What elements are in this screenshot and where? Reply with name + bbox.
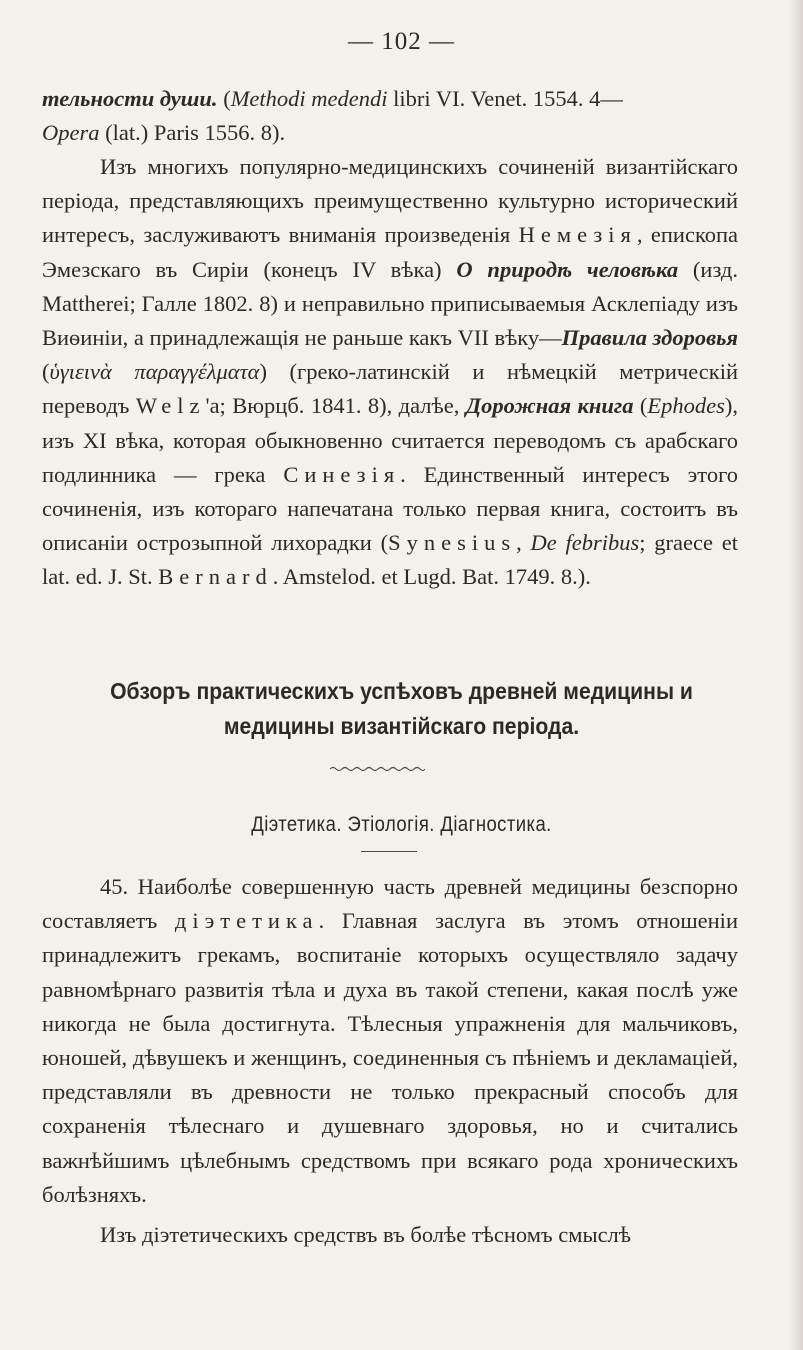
decorative-wave-rule	[330, 764, 425, 774]
author-name-spaced: Bernard	[158, 564, 273, 590]
text-fragment: ,	[516, 530, 531, 556]
italic-fragment: тельности души.	[42, 86, 218, 111]
book-title: Правила здоровья	[561, 325, 738, 351]
text-fragment: . Amstelod. et Lugd. Bat. 1749. 8.).	[272, 564, 591, 590]
paragraph-text	[42, 870, 738, 1212]
text-fragment: . Главная заслуга въ этомъ отношеніи принадлежитъ грекамъ, воспитаніе которыхъ осуществляло задачу равномѣрнаго развитія тѣла и духа въ такой степени, какая послѣ уже никогда не была достигнута. Тѣлесныя упражненія для мальчиковъ, юношей, дѣвушекъ и женщинъ, соединенныя съ пѣніемъ и декламаціей, представляли въ древности не только прекрасный способъ для сохраненія тѣлеснаго и душевнаго здоровья, но и считались важнѣйшимъ цѣлебнымъ средствомъ при всякаго рода хроническихъ болѣзняхъ.	[42, 908, 738, 1207]
text-fragment: 45. Наиболѣе совершенную часть древней медицины безспорно составляетъ	[42, 874, 738, 934]
term-spaced: діэтетика	[174, 908, 319, 934]
section-title	[69, 674, 734, 744]
book-title-latin: Methodi medendi	[230, 86, 388, 111]
book-title-latin: De febribus	[530, 530, 640, 556]
text-fragment: ), изъ XI вѣка, которая обыкновенно считается переводомъ съ арабскаго подлинника — грека	[42, 393, 739, 487]
paragraph-text	[42, 150, 738, 595]
book-title-latin: Ephodes	[647, 393, 725, 419]
author-name-spaced: Синезія	[283, 461, 401, 487]
paragraph-continuation	[42, 82, 738, 150]
text-fragment: 'а; Вюрцб. 1841. 8), далѣе,	[205, 393, 466, 419]
text-fragment: (изд. Mattherei; Галле 1802. 8) и неправильно приписываемыя Асклепіаду изъ Виѳиніи, а принадлежащія не раньше какъ VII вѣку—	[42, 256, 738, 351]
author-name-spaced: Немезія	[518, 222, 637, 248]
divider	[361, 851, 417, 852]
author-name-spaced: Synesius	[388, 530, 517, 556]
greek-title: ὑγιεινὰ παραγγέλματα	[49, 359, 260, 385]
paragraph-text: Изъ діэтетическихъ средствъ въ болѣе тѣсномъ смыслѣ	[100, 1222, 632, 1247]
author-name-spaced: Welz	[135, 393, 206, 419]
text-fragment: (	[217, 86, 231, 111]
paragraph-45-dietetics	[42, 870, 738, 1212]
page-edge-shadow	[789, 0, 803, 1350]
book-title: Дорожная книга	[465, 393, 634, 419]
book-title: О природѣ человѣка	[456, 256, 679, 282]
text-fragment: Изъ многихъ популярно-медицинскихъ сочиненій византійскаго періода, представляющихъ преимущественно культурно исторический интересъ, заслуживаютъ вниманія произведенія	[42, 154, 738, 248]
book-title-latin: Opera	[42, 120, 100, 146]
text-fragment: , епископа Эмезскаго въ Сиріи (конецъ IV вѣка)	[42, 222, 739, 282]
text-fragment: ; graece et lat. ed. J. St.	[42, 530, 738, 590]
paragraph-byzantine-works	[42, 150, 738, 595]
text-fragment: (lat.) Paris 1556. 8).	[99, 120, 286, 146]
text-fragment: libri VI. Venet. 1554. 4—	[387, 86, 623, 111]
text-fragment: ) (греко-латинскій и нѣмецкій метрическій переводъ	[42, 359, 738, 419]
text-fragment: (	[42, 359, 50, 385]
section-title-line: медицины византійскаго періода.	[223, 713, 580, 739]
text-fragment: (	[633, 393, 648, 419]
section-title-line: Обзоръ практическихъ успѣховъ древней медицины и	[110, 678, 693, 704]
continuation-text	[42, 82, 738, 150]
page-number: — 102 —	[348, 28, 455, 55]
text-fragment: . Единственный интересъ этого сочиненія, изъ котораго напечатана только первая книга, состоитъ въ описаніи острозыпной лихорадки (	[42, 461, 739, 556]
section-subtitle: Діэтетика. Этіологія. Діагностика.	[251, 813, 552, 836]
paragraph-next	[42, 1218, 738, 1252]
